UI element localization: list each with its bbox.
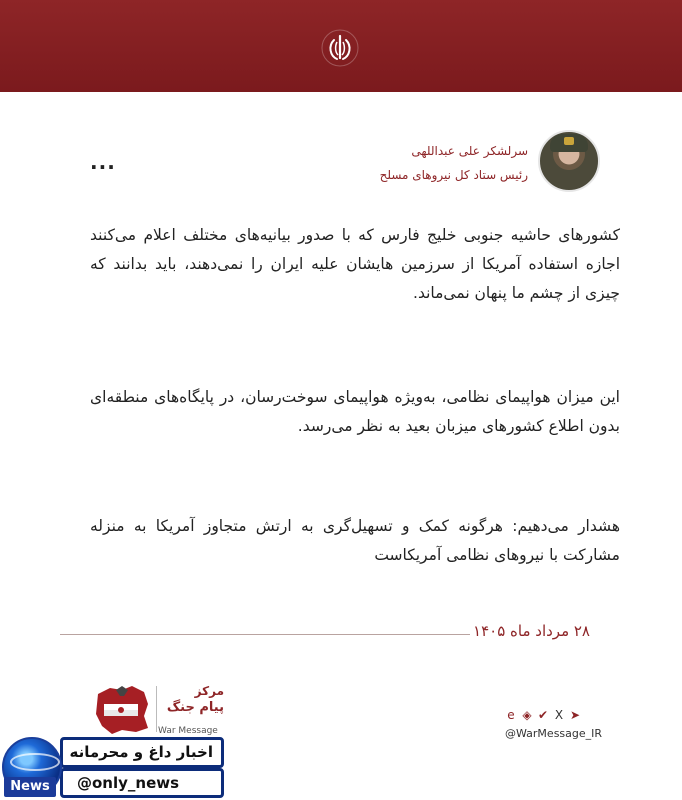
- news-handle-band: [60, 768, 224, 798]
- x-icon[interactable]: X: [554, 708, 564, 722]
- post-paragraph: هشدار می‌دهیم: هرگونه کمک و تسهیل‌گری به ارتش متجاوز آمریکا به منزله مشارکت با نیروهای نظامی آمریکاست: [90, 517, 620, 564]
- post-card: [60, 118, 620, 678]
- author-title: رئیس ستاد کل نیروهای مسلح: [379, 168, 528, 182]
- news-title: اخبار داغ و محرمانه: [69, 743, 213, 761]
- social-links: [505, 706, 603, 742]
- more-options-button[interactable]: ...: [90, 150, 116, 174]
- telegram-icon[interactable]: ➤: [569, 708, 581, 722]
- post-date: ۲۸ مرداد ماه ۱۴۰۵: [473, 622, 590, 640]
- social-icons: [505, 706, 581, 724]
- post-paragraph: کشورهای حاشیه جنوبی خلیج فارس که با صدور بیانیه‌های مختلف اعلام می‌کنند اجازه استفاده آمریکا از سرزمین هایشان علیه ایران را نمی‌دهند، باید بدانند که چیزی از چشم ما پنهان نمی‌ماند.: [90, 226, 620, 302]
- header-banner: [0, 0, 682, 92]
- news-handle[interactable]: @only_news: [77, 774, 180, 792]
- cap-badge: [564, 137, 574, 145]
- eitaa-icon[interactable]: e: [507, 708, 515, 722]
- author-avatar[interactable]: [538, 130, 600, 192]
- post-header: [320, 126, 620, 196]
- brand-line2: پیام جنگ: [166, 700, 224, 715]
- check-icon[interactable]: ✔: [537, 708, 549, 722]
- divider-line: [60, 634, 470, 635]
- news-channel-badge[interactable]: [0, 733, 226, 800]
- news-title-band: [60, 737, 224, 768]
- social-handle[interactable]: @WarMessage_IR: [505, 727, 603, 740]
- brand-subtitle: War Message: [158, 726, 218, 736]
- author-name[interactable]: سرلشکر علی عبداللهی: [411, 144, 528, 158]
- rubika-icon[interactable]: ◈: [522, 708, 532, 722]
- post-paragraph: این میزان هواپیمای نظامی، به‌ویژه هواپیمای سوخت‌رسان، در پایگاه‌های منطقه‌ای بدون اطلاع کشورهای میزبان بعید به نظر می‌رسد.: [90, 388, 620, 435]
- post-date-row: [60, 622, 620, 646]
- iran-map-icon: [92, 684, 152, 736]
- brand-line1: مرکز: [194, 684, 224, 698]
- news-logo-label: News: [4, 777, 56, 797]
- iran-emblem-icon: [320, 28, 360, 68]
